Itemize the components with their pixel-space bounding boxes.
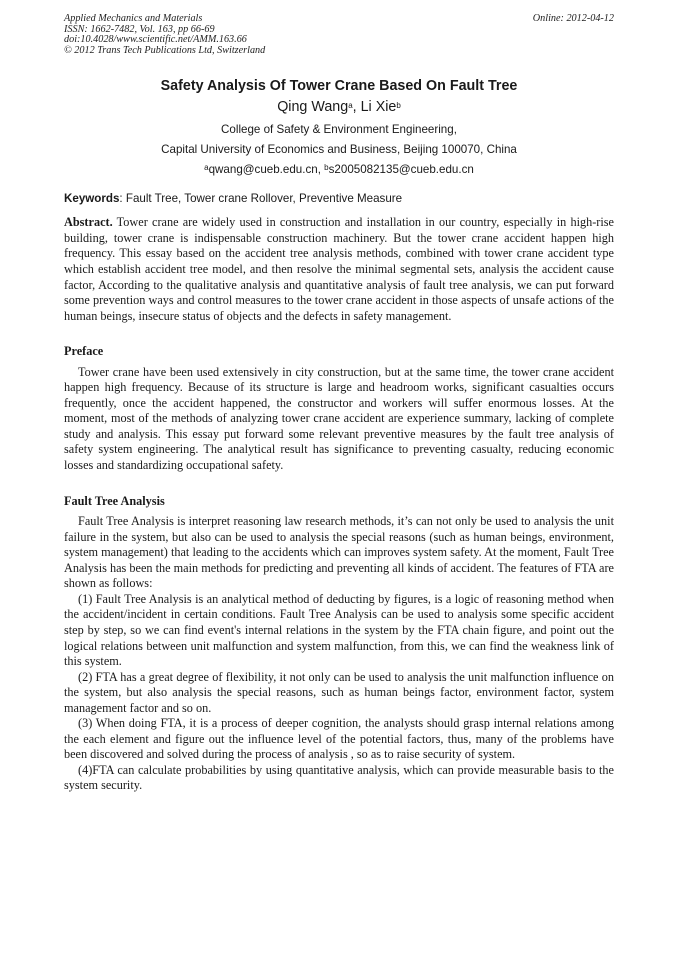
journal-header [64, 14, 614, 56]
paragraph: (3) When doing FTA, it is a process of deeper cognition, the analysts should grasp internal relations among the each element and figure out the influence level of the potential factors, thus, many of the problems have been discovered and solved during the process of analysis , so as to raise security of system. [64, 716, 614, 762]
keywords-text: : Fault Tree, Tower crane Rollover, Preventive Measure [119, 192, 403, 206]
author-name: Qing Wang [277, 99, 349, 116]
author-emails [64, 160, 614, 180]
author-superscript: b [396, 101, 401, 111]
affiliation-college: College of Safety & Environment Engineering, [221, 123, 457, 137]
issn-line: ISSN: 1662-7482, Vol. 163, pp 66-69 [64, 23, 215, 35]
section-heading: Preface [64, 344, 104, 359]
abstract [64, 215, 614, 324]
author-line [64, 99, 614, 116]
online-date: Online: 2012-04-12 [532, 13, 614, 24]
email-b: s2005082135@cueb.edu.cn [328, 163, 474, 177]
paragraph: (4)FTA can calculate probabilities by using quantitative analysis, which can provide measurable basis to the system security. [64, 762, 614, 793]
email-superscript: b [324, 163, 329, 173]
abstract-text: Tower crane are widely used in construction and installation in our country, especially in high-rise building, tower crane is indispensable construction machinery. But the tower crane accident happen high frequency. This essay based on the accident tree analysis methods, combined with tower crane accident type which establish accident tree model, and then resolve the minimal segmental sets, analysis the accident cause factor, According to the qualitative analysis and quantitative analysis of fault tree analysis, we can put forward some prevention ways and control measures to the tower crane accident in those aspects of unsafe actions of the human beings, insecure status of objects and the defects in safety management. [64, 215, 614, 323]
section-preface [64, 344, 614, 473]
journal-name: Applied Mechanics and Materials [64, 13, 203, 24]
paragraph: (1) Fault Tree Analysis is an analytical method of deducting by figures, is a logic of reasoning method when the accident/incident in certain conditions. Fault Tree Analysis can be used to analysis some specific accident step by step, so we can find event's internal relations in the system by the FTA chain figure, and point out the logical relations between unit malfunction and system malfunction, from this, we can find the weakness link of this system. [64, 591, 614, 669]
doi-line: doi:10.4028/www.scientific.net/AMM.163.66 [64, 34, 247, 46]
section-heading: Fault Tree Analysis [64, 493, 165, 508]
copyright-line: © 2012 Trans Tech Publications Ltd, Switzerland [64, 44, 266, 56]
paper-title: Safety Analysis Of Tower Crane Based On Fault Tree [160, 78, 518, 95]
author-separator: , [352, 99, 361, 116]
paragraph: Fault Tree Analysis is interpret reasoning law research methods, it’s can not only be used to analysis the unit failure in the system, but also can be used to analysis the special reasons (such as human beings, environment, system management) that leading to the accidents which can improves system safety. At the moment, Fault Tree Analysis has been the main methods for predicting and preventing all kinds of accident. The features of FTA are shown as follows: [64, 514, 614, 591]
author-superscript: a [348, 101, 353, 111]
section-fault-tree-analysis [64, 494, 614, 794]
email-a: qwang@cueb.edu.cn, [208, 163, 325, 177]
paper-page [64, 14, 614, 794]
email-superscript: a [204, 163, 209, 173]
paragraph: Tower crane have been used extensively in city construction, but at the same time, the tower crane accident happen high frequency. Because of its structure is large and headroom works, significant casualties occurs frequently, once the accident happened, the constructor and workers will suffer enormous losses. At the moment, most of the methods of analyzing tower crane accident are experience summary, lacking of complete study and analysis. This essay put forward some relevant preventive measures by the fault tree analysis of safety system engineering. The analytical result has significance to preventing casualty, reducing economic losses and standardizing occupational safety. [64, 364, 614, 473]
abstract-label: Abstract. [64, 215, 113, 230]
affiliation-university: Capital University of Economics and Business, Beijing 100070, China [161, 143, 517, 157]
keywords [64, 192, 614, 206]
author-name: Li Xie [360, 99, 397, 116]
keywords-label: Keywords [64, 192, 120, 206]
paragraph: (2) FTA has a great degree of flexibility, it not only can be used to analysis the unit malfunction influence on the system, but also analysis the special reasons, such as human beings factor, environment factor, system management factor and so on. [64, 669, 614, 715]
